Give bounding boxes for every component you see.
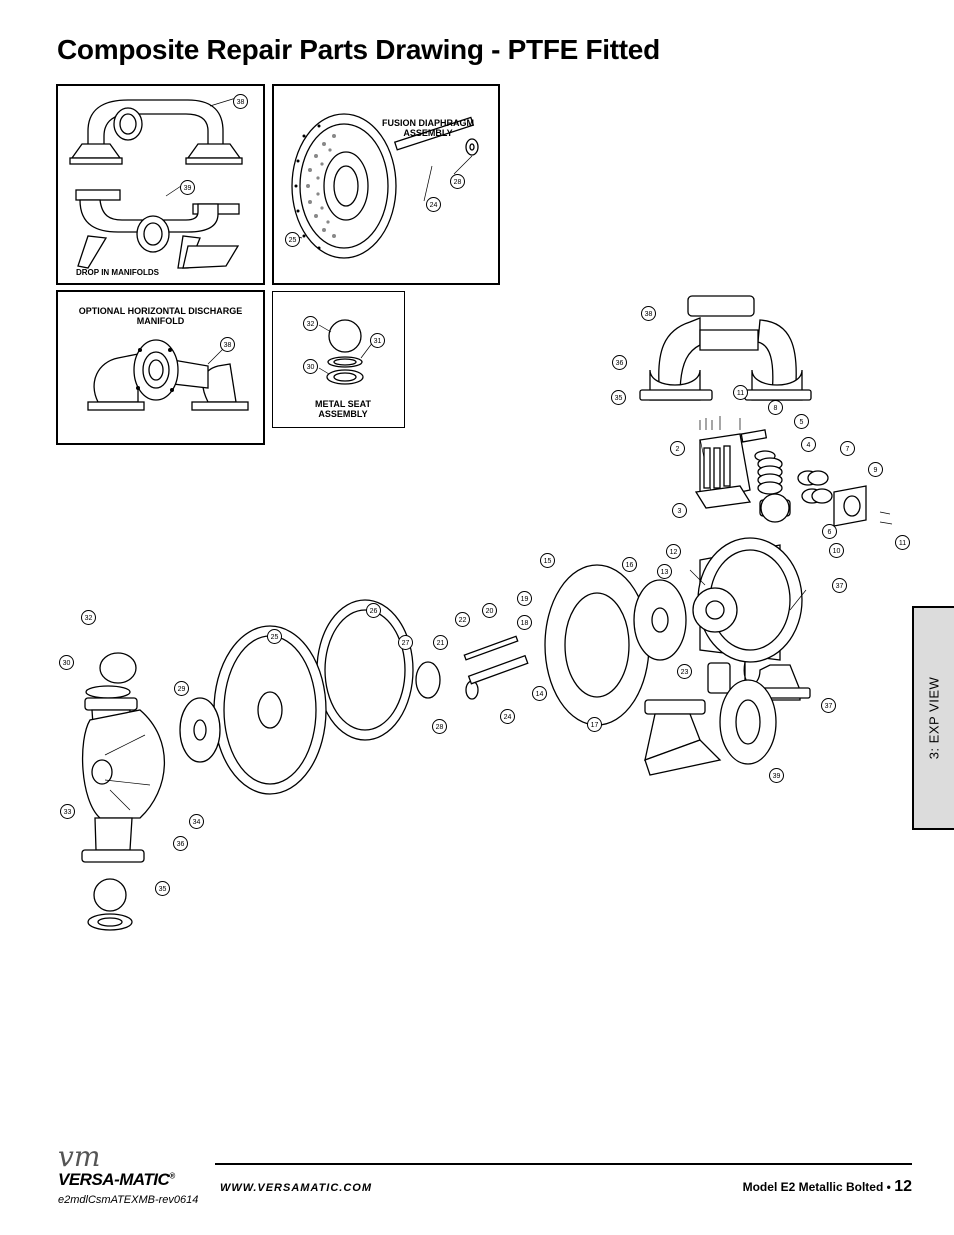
registered-mark: ®: [169, 1171, 175, 1181]
callout: 13: [657, 564, 672, 579]
footer-divider: [215, 1163, 912, 1165]
callout: 2: [670, 441, 685, 456]
callout: 26: [366, 603, 381, 618]
callout: 7: [840, 441, 855, 456]
section-tab-label: 3: EXP VIEW: [926, 676, 942, 760]
callout: 38: [641, 306, 656, 321]
callout: 32: [81, 610, 96, 625]
callout: 29: [174, 681, 189, 696]
callout: 4: [801, 437, 816, 452]
callout: 15: [540, 553, 555, 568]
callout: 24: [500, 709, 515, 724]
callout: 38: [233, 94, 248, 109]
callout: 17: [587, 717, 602, 732]
callout: 32: [303, 316, 318, 331]
model-page-label: [743, 1178, 912, 1196]
callout: 14: [532, 686, 547, 701]
callout: 35: [611, 390, 626, 405]
callout: 38: [220, 337, 235, 352]
callout: 28: [432, 719, 447, 734]
section-tab[interactable]: [912, 606, 954, 830]
callout: 20: [482, 603, 497, 618]
callout: 18: [517, 615, 532, 630]
brand-logo-text: VERSA-MATIC: [58, 1170, 170, 1189]
callout: 28: [450, 174, 465, 189]
callout: 24: [426, 197, 441, 212]
callout: 9: [868, 462, 883, 477]
callout: 5: [794, 414, 809, 429]
callout: 23: [677, 664, 692, 679]
callout: 25: [285, 232, 300, 247]
callout: 8: [768, 400, 783, 415]
callout: 34: [189, 814, 204, 829]
callout: 31: [370, 333, 385, 348]
callout: 11: [733, 385, 748, 400]
callout: 39: [180, 180, 195, 195]
callout: 3: [672, 503, 687, 518]
document-code: e2mdlCsmATEXMB-rev0614: [58, 1194, 199, 1206]
separator: •: [886, 1180, 891, 1194]
page-number: 12: [894, 1178, 912, 1195]
callout: 10: [829, 543, 844, 558]
callout: 33: [60, 804, 75, 819]
caption-drop-in-manifolds: DROP IN MANIFOLDS: [76, 268, 159, 277]
callout: 30: [59, 655, 74, 670]
callout: 36: [173, 836, 188, 851]
caption-horizontal-manifold: OPTIONAL HORIZONTAL DISCHARGE MANIFOLD: [78, 306, 243, 326]
callout: 19: [517, 591, 532, 606]
callout: 37: [821, 698, 836, 713]
callout: 6: [822, 524, 837, 539]
callout: 27: [398, 635, 413, 650]
callout: 35: [155, 881, 170, 896]
callout: 11: [895, 535, 910, 550]
callout: 16: [622, 557, 637, 572]
website-link[interactable]: WWW.VERSAMATIC.COM: [220, 1182, 373, 1194]
model-name: Model E2 Metallic Bolted: [742, 1180, 884, 1194]
page-title: Composite Repair Parts Drawing - PTFE Fitted: [57, 34, 660, 65]
caption-fusion-diaphragm: FUSION DIAPHRAGM ASSEMBLY: [382, 118, 474, 138]
callout: 25: [267, 629, 282, 644]
callout: 21: [433, 635, 448, 650]
brand-logo: [58, 1170, 175, 1190]
callout: 12: [666, 544, 681, 559]
callout: 36: [612, 355, 627, 370]
callout: 30: [303, 359, 318, 374]
callout: 37: [832, 578, 847, 593]
logo-script-mark: vm: [58, 1140, 101, 1173]
caption-metal-seat: METAL SEAT ASSEMBLY: [315, 399, 371, 419]
callout: 22: [455, 612, 470, 627]
callout: 39: [769, 768, 784, 783]
